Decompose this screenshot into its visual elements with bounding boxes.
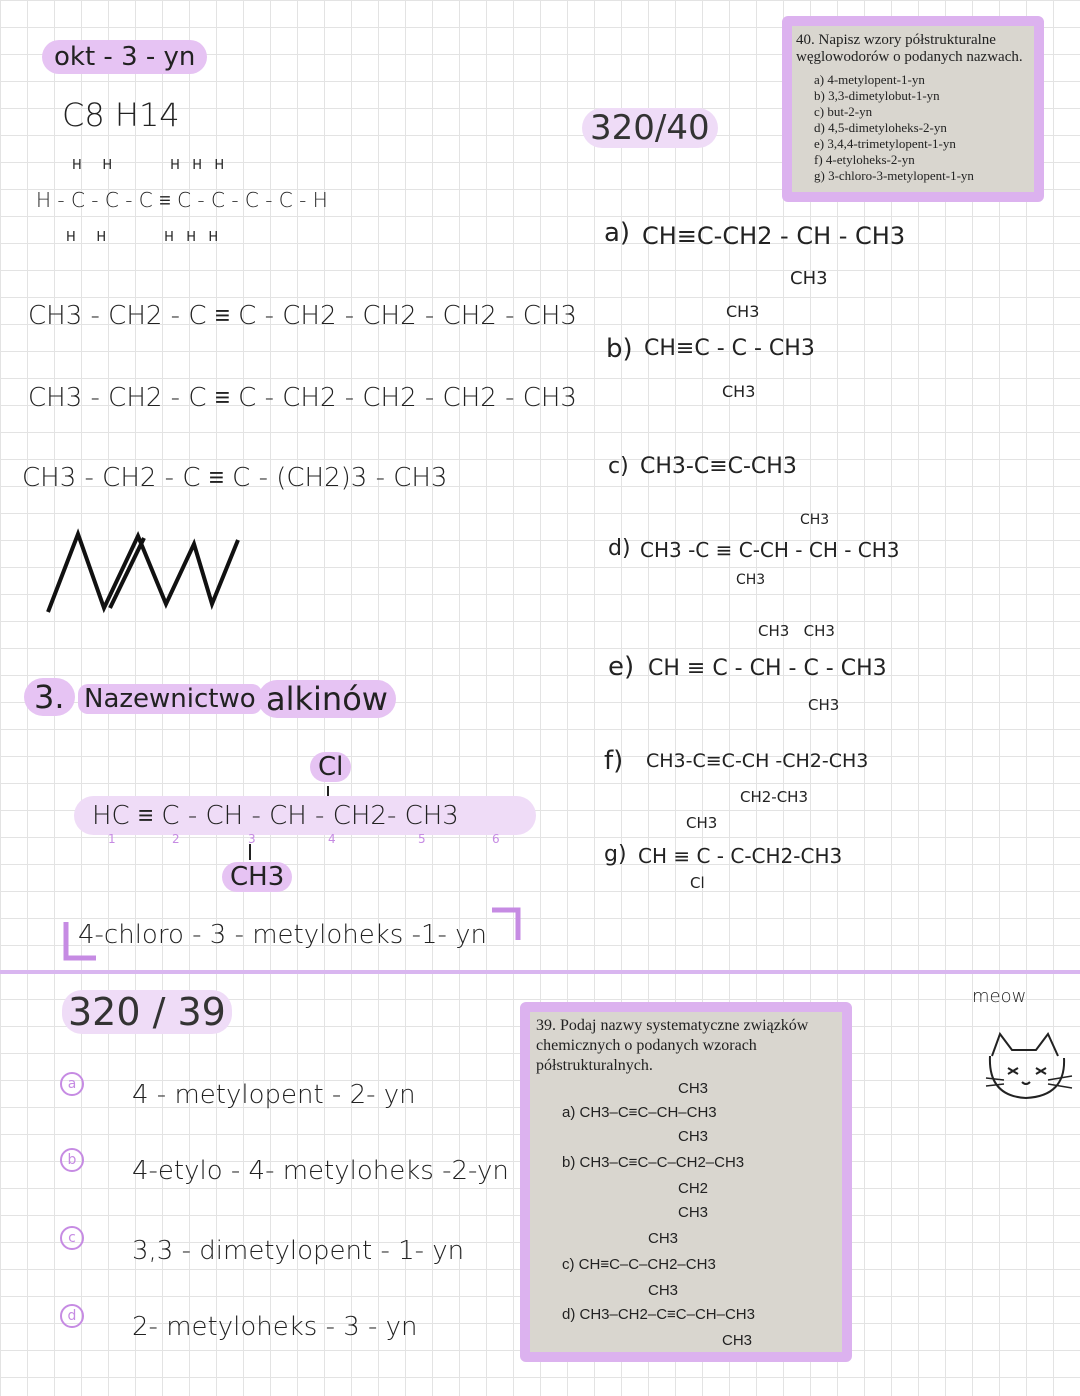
answer40-c-main: CH3-C≡C-CH3 xyxy=(640,454,797,479)
answer40-e-label: e) xyxy=(608,652,635,682)
structural-formula: H - C - C - C ≡ C - C - C - C - H xyxy=(36,188,328,212)
answer40-d-sub: CH3 xyxy=(736,572,766,588)
book39-a-top: CH3 xyxy=(678,1080,709,1097)
book40-item: d) 4,5-dimetyloheks-2-yn xyxy=(814,120,947,135)
structural-bottom-h: H H H H H xyxy=(66,230,219,245)
example-num-4: 4 xyxy=(328,832,336,846)
example-num-6: 6 xyxy=(492,832,500,846)
answer40-d-top: CH3 xyxy=(800,512,830,528)
book39-d: d) CH3–CH2–C≡C–CH–CH3 xyxy=(562,1306,755,1323)
answer40-b-sub: CH3 xyxy=(722,382,756,401)
book40-item: g) 3-chloro-3-metylopent-1-yn xyxy=(814,168,974,183)
book40-heading: 40. Napisz wzory półstrukturalne węglowodorów o podanych nazwach. xyxy=(796,32,1023,65)
answer40-b-label: b) xyxy=(606,334,633,364)
book39-c-sub: CH3 xyxy=(648,1282,679,1299)
book39-c-top: CH3 xyxy=(648,1230,679,1247)
ref-320-40: 320/40 xyxy=(582,108,718,148)
book39-b-sub2: CH3 xyxy=(678,1204,709,1221)
answer39-a: 4 - metylopent - 2- yn xyxy=(132,1080,416,1110)
answer39-c: 3,3 - dimetylopent - 1- yn xyxy=(132,1236,465,1266)
answer40-d-main: CH3 -C ≡ C-CH - CH - CH3 xyxy=(640,538,900,562)
ref-320-39: 320 / 39 xyxy=(62,990,232,1034)
book40-item: e) 3,4,4-trimetylopent-1-yn xyxy=(814,136,956,151)
example-name: 4-chloro - 3 - metyloheks -1- yn xyxy=(78,920,488,950)
example-num-2: 2 xyxy=(172,832,180,846)
answer39-marker-a: a xyxy=(60,1072,84,1096)
book39-d-sub: CH3 xyxy=(722,1332,753,1349)
example-ch3: CH3 xyxy=(222,862,292,892)
answer40-b-top: CH3 xyxy=(726,302,760,321)
skeletal-formula xyxy=(44,530,244,620)
answer40-f-main: CH3-C≡C-CH -CH2-CH3 xyxy=(646,750,869,772)
formula-c8h14: C8 H14 xyxy=(62,96,180,134)
answer40-c-label: c) xyxy=(608,454,629,479)
section-divider xyxy=(0,970,1080,974)
answer40-g-main: CH ≡ C - C-CH2-CH3 xyxy=(638,844,843,868)
example-num-1: 1 xyxy=(108,832,116,846)
condensed-formula-1: CH3 - CH2 - C ≡ C - CH2 - CH2 - CH2 - CH3 xyxy=(28,301,577,331)
answer40-e-main: CH ≡ C - CH - C - CH3 xyxy=(648,656,887,681)
book39-heading: 39. Podaj nazwy systematyczne związków chemicznych o podanych wzorach półstrukturalnych. xyxy=(536,1017,809,1074)
book40-item: a) 4-metylopent-1-yn xyxy=(814,72,925,87)
section-number: 3. xyxy=(24,678,75,716)
answer39-b: 4-etylo - 4- metyloheks -2-yn xyxy=(132,1156,509,1186)
example-ch3-bond xyxy=(248,844,252,862)
answer40-e-sub: CH3 xyxy=(808,696,840,714)
book40-list xyxy=(814,72,1034,184)
answer40-b-main: CH≡C - C - CH3 xyxy=(644,336,815,361)
answer39-marker-b: b xyxy=(60,1148,84,1172)
section-title-nazewnictwo: Nazewnictwo xyxy=(78,684,262,714)
book40-item: c) but-2-yn xyxy=(814,104,873,119)
answer40-f-label: f) xyxy=(604,746,624,776)
book39-a: a) CH3–C≡C–CH–CH3 xyxy=(562,1104,717,1121)
answer39-marker-c: c xyxy=(60,1226,84,1250)
answer40-a-label: a) xyxy=(604,218,631,248)
book40-item: b) 3,3-dimetylobut-1-yn xyxy=(814,88,940,103)
condensed-formula-3: CH3 - CH2 - C ≡ C - (CH2)3 - CH3 xyxy=(22,463,448,493)
answer40-a-main: CH≡C-CH2 - CH - CH3 xyxy=(642,222,906,250)
answer40-g-sub: Cl xyxy=(690,874,705,892)
book-exercise-39 xyxy=(520,1002,852,1362)
book39-c: c) CH≡C–C–CH2–CH3 xyxy=(562,1256,716,1273)
title-okt-3-yn: okt - 3 - yn xyxy=(42,40,207,74)
answer40-g-top: CH3 xyxy=(686,814,718,832)
book-exercise-40 xyxy=(782,16,1044,202)
answer40-e-top: CH3 CH3 xyxy=(758,622,835,640)
section-title-alkinow: alkinów xyxy=(258,680,396,718)
answer40-a-sub: CH3 xyxy=(790,268,828,289)
example-num-3: 3 xyxy=(248,832,256,846)
name-bracket-right xyxy=(492,906,522,942)
book39-b-sub1: CH2 xyxy=(678,1180,709,1197)
condensed-formula-2: CH3 - CH2 - C ≡ C - CH2 - CH2 - CH2 - CH3 xyxy=(28,383,577,413)
answer39-d: 2- metyloheks - 3 - yn xyxy=(132,1312,418,1342)
answer40-g-label: g) xyxy=(604,842,627,867)
answer40-f-sub: CH2-CH3 xyxy=(740,788,809,806)
book40-item: f) 4-etyloheks-2-yn xyxy=(814,152,915,167)
book39-b-top: CH3 xyxy=(678,1128,709,1145)
meow-text: meow xyxy=(972,986,1027,1007)
example-num-5: 5 xyxy=(418,832,426,846)
answer39-marker-d: d xyxy=(60,1304,84,1328)
example-chain: HC ≡ C - CH - CH - CH2- CH3 xyxy=(74,796,536,835)
answer40-d-label: d) xyxy=(608,536,631,561)
cat-doodle-icon xyxy=(986,1026,1076,1106)
structural-top-h: H H H H H xyxy=(72,158,225,173)
book39-b: b) CH3–C≡C–C–CH2–CH3 xyxy=(562,1154,745,1171)
example-cl: Cl xyxy=(310,752,351,782)
